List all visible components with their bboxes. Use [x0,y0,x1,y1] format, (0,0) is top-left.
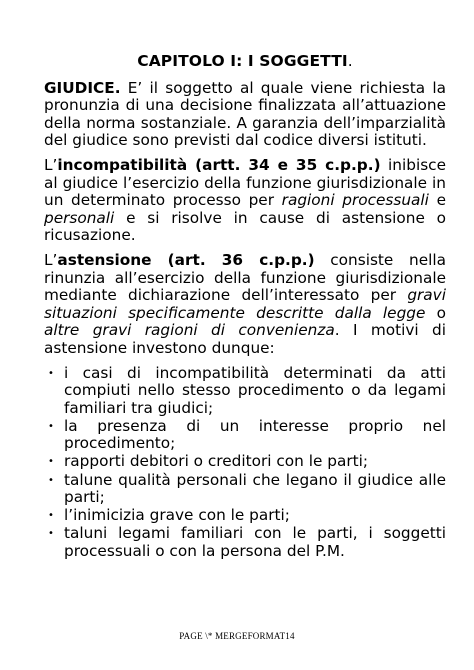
page-footer-field: PAGE \* MERGEFORMAT14 [179,631,295,641]
list-item: • talune qualità personali che legano il giudice alle parti; [64,472,446,507]
incompatibilita-lead: L’ [44,155,58,174]
document-body [44,53,446,561]
incompatibilita-text-1: inibisce al giudice l’esercizio della funzione giurisdizionale in un determinato processo per [44,155,446,210]
astensione-text-1: consiste nella rinunzia all’esercizio della funzione giurisdizionale mediante dichiarazione dell’interessato per [44,250,446,305]
astensione-emphasis-2: altre gravi ragioni di convenienza [44,321,335,340]
incompatibilita-emphasis-1: ragioni processuali [281,191,429,210]
astensione-emphasis-1: gravi situazioni specificamente descritte dalla legge [44,286,446,322]
chapter-title [44,53,446,71]
astensione-lead: L’ [44,250,58,269]
list-item: • taluni legami familiari con le parti, i soggetti processuali o con la persona del P.M. [64,525,446,560]
list-item: • rapporti debitori o creditori con le parti; [64,453,446,471]
term-incompatibilita: incompatibilità (artt. 34 e 35 c.p.p.) [57,155,381,174]
term-astensione: astensione (art. 36 c.p.p.) [57,250,315,269]
giudice-text: E’ il soggetto al quale viene richiesta la pronunzia di una decisione finalizzata all’attuazione della norma sostanziale. A garanzia dell’imparzialità del giudice sono previsti dal codice diversi istituti. [44,78,446,150]
paragraph-incompatibilita [44,157,446,245]
incompatibilita-text-3: e si risolve in cause di astensione o ricusazione. [44,208,446,245]
list-item: • l’inimicizia grave con le parti; [64,507,446,525]
paragraph-astensione [44,252,446,358]
abstention-causes-list [44,365,446,561]
astensione-text-3: . I motivi di astensione investono dunque: [44,321,447,357]
incompatibilita-emphasis-2: personali [44,208,115,227]
chapter-title-text: CAPITOLO I: I SOGGETTI [137,52,348,70]
incompatibilita-text-2: e [428,191,446,210]
chapter-title-dot: . [347,52,353,70]
list-item: • i casi di incompatibilità determinati da atti compiuti nello stesso procedimento o da legami familiari tra giudici; [64,365,446,418]
list-item: • la presenza di un interesse proprio nel procedimento; [64,418,446,453]
astensione-text-2: o [425,303,446,322]
paragraph-giudice [44,80,446,150]
term-giudice: GIUDICE. [44,78,121,97]
